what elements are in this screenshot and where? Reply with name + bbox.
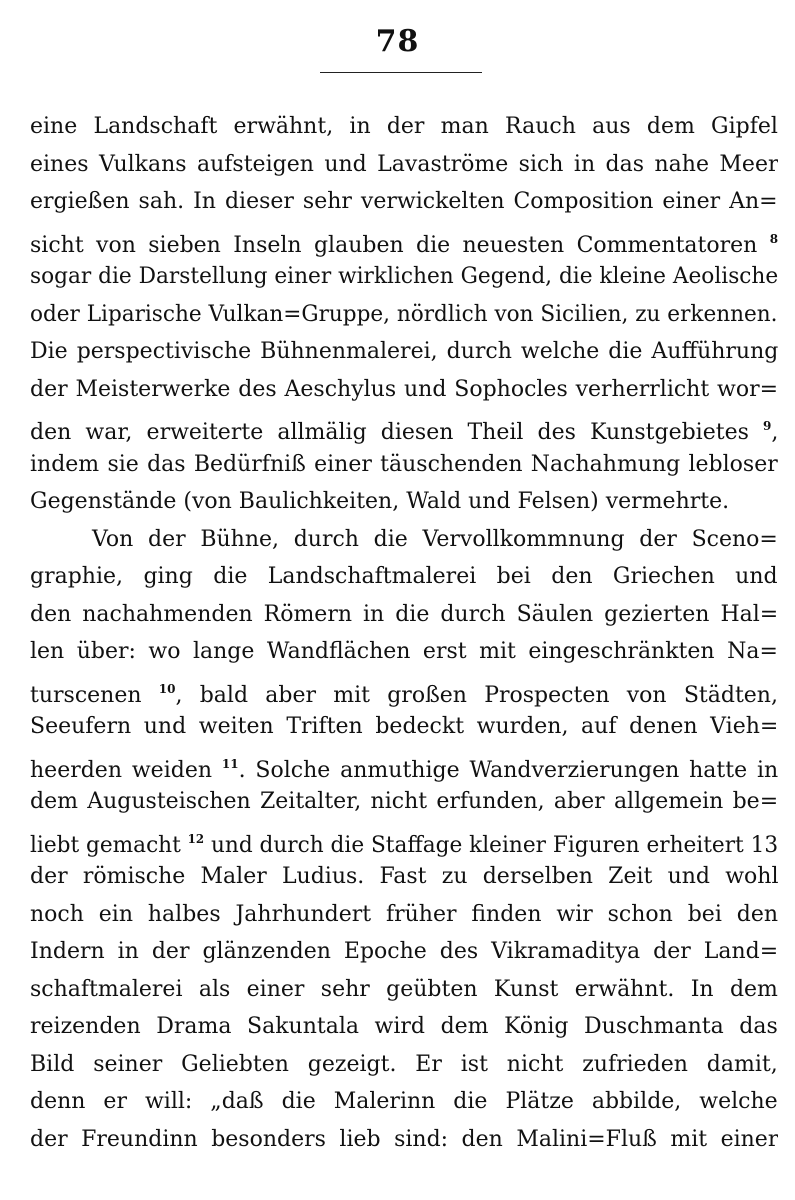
text-line: sicht von sieben Inseln glauben die neuesten Commentatoren $^8$: [30, 231, 778, 258]
footnote-marker: 12: [187, 831, 205, 846]
text-line: Indern in der glänzenden Epoche des Vikramaditya der Land=: [30, 939, 778, 964]
text-line: Von der Bühne, durch die Vervollkommnung der Sceno=: [92, 526, 778, 552]
text-line: indem sie das Bedürfniß einer täuschenden Nachahmung lebloser: [30, 451, 778, 477]
text-line: der Meisterwerke des Aeschylus und Sophocles verherrlicht wor=: [30, 376, 778, 402]
text-line: liebt gemacht $^{12}$ und durch die Staffage kleiner Figuren erheitert 13: [30, 831, 778, 858]
text-line: denn er will: „daß die Malerinn die Plätze abbilde, welche: [30, 1089, 778, 1114]
text-line: turscenen $^{10}$, bald aber mit großen Prospecten von Städten,: [30, 681, 778, 708]
text-line: eines Vulkans aufsteigen und Lavaströme sich in das nahe Meer: [30, 151, 778, 177]
text-line: noch ein halbes Jahrhundert früher finden wir schon bei den: [30, 901, 778, 927]
footnote-marker: 8: [769, 231, 778, 246]
text-line: eine Landschaft erwähnt, in der man Rauch aus dem Gipfel: [30, 114, 778, 139]
text-line: Die perspectivische Bühnenmalerei, durch welche die Aufführung: [30, 339, 778, 364]
page-number: 78: [375, 24, 420, 59]
text-line: dem Augusteischen Zeitalter, nicht erfunden, aber allgemein be=: [30, 789, 778, 814]
text-line: heerden weiden $^{11}$. Solche anmuthige Wandverzierungen hatte in: [30, 756, 778, 783]
text-line: reizenden Drama Sakuntala wird dem König Duschmanta das: [30, 1014, 778, 1039]
text-line: ergießen sah. In dieser sehr verwickelten Composition einer An=: [30, 189, 778, 214]
text-line: Gegenstände (von Baulichkeiten, Wald und Felsen) vermehrte.: [30, 489, 730, 514]
text-line: der römische Maler Ludius. Fast zu derselben Zeit und wohl: [30, 864, 778, 889]
text-line: der Freundinn besonders lieb sind: den Malini=Fluß mit einer: [30, 1126, 778, 1152]
footnote-marker: 10: [158, 681, 176, 696]
footnote-marker: 11: [221, 756, 239, 771]
text-line: len über: wo lange Wandflächen erst mit eingeschränkten Na=: [30, 639, 778, 664]
text-line: den nachahmenden Römern in die durch Säulen gezierten Hal=: [30, 601, 778, 627]
footnote-marker: 9: [763, 419, 772, 433]
text-line: graphie, ging die Landschaftmalerei bei den Griechen und: [30, 564, 778, 589]
text-line: schaftmalerei als einer sehr geübten Kunst erwähnt. In dem: [30, 976, 778, 1002]
text-line: den war, erweiterte allmälig diesen Theil des Kunstgebietes $^9$,: [30, 419, 778, 445]
body-text: [30, 108, 778, 1158]
header-rule: [320, 72, 482, 73]
text-line: oder Liparische Vulkan=Gruppe, nördlich von Sicilien, zu erkennen.: [30, 301, 778, 327]
text-line: Bild seiner Geliebten gezeigt. Er ist nicht zufrieden damit,: [30, 1051, 778, 1077]
text-line: Seeufern und weiten Triften bedeckt wurden, auf denen Vieh=: [30, 714, 778, 739]
text-line: sogar die Darstellung einer wirklichen Gegend, die kleine Aeolische: [30, 264, 778, 289]
